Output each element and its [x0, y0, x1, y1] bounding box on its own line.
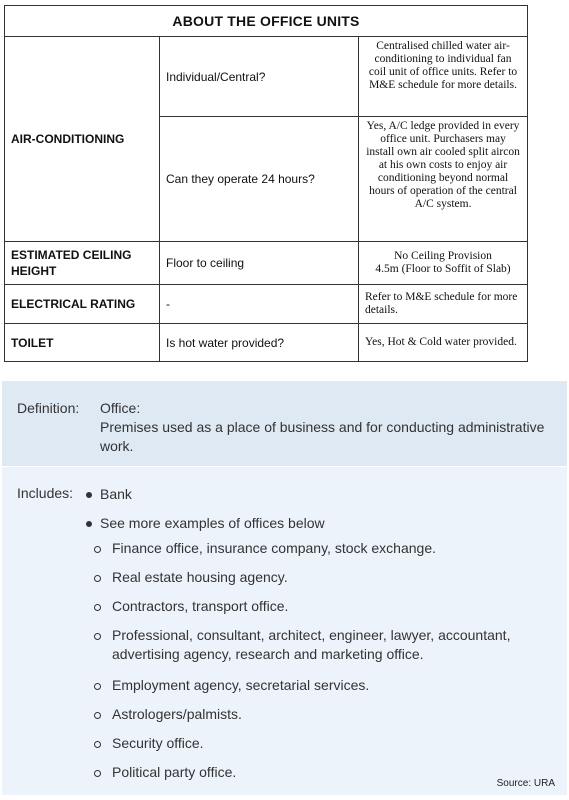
source-note: Source: URA: [496, 778, 555, 789]
sub-list-item-text: Finance office, insurance company, stock exchange.: [112, 540, 436, 556]
answer-electrical-rating: Refer to M&E schedule for more details.: [359, 285, 528, 324]
sub-list-item-text: Professional, consultant, architect, engineer, lawyer, accountant, advertising agency, research and marketing office.: [112, 627, 511, 662]
sub-list-item-text: Political party office.: [112, 764, 237, 780]
bullet-icon: [86, 492, 92, 498]
circle-bullet-icon: [94, 741, 101, 748]
circle-bullet-icon: [94, 633, 101, 640]
question-individual-central: Individual/Central?: [160, 37, 359, 117]
answer-ceiling-height: [359, 242, 528, 285]
circle-bullet-icon: [94, 770, 101, 777]
definition-text: Premises used as a place of business and for conducting administrative work.: [100, 419, 545, 454]
category-ceiling-height: ESTIMATED CEILING HEIGHT: [5, 242, 160, 285]
office-units-table: [4, 5, 528, 362]
question-floor-to-ceiling: Floor to ceiling: [160, 242, 359, 285]
answer-ceiling-line-2: 4.5m (Floor to Soffit of Slab): [375, 263, 511, 275]
answer-ceiling-line-1: No Ceiling Provision: [394, 250, 492, 262]
sub-list-item-text: Real estate housing agency.: [112, 569, 288, 585]
sub-list-item-text: Employment agency, secretarial services.: [112, 677, 370, 693]
definition-label: Definition:: [17, 400, 80, 416]
category-air-conditioning: AIR-CONDITIONING: [5, 37, 160, 242]
definition-panel: [2, 381, 567, 795]
answer-hot-water: Yes, Hot & Cold water provided.: [359, 324, 528, 362]
sub-list-item-text: Security office.: [112, 735, 204, 751]
category-toilet: TOILET: [5, 324, 160, 362]
definition-row: [2, 381, 567, 467]
sub-list-item-text: Contractors, transport office.: [112, 598, 289, 614]
circle-bullet-icon: [94, 546, 101, 553]
circle-bullet-icon: [94, 604, 101, 611]
list-item-text: Bank: [100, 486, 132, 502]
category-electrical-rating: ELECTRICAL RATING: [5, 285, 160, 324]
list-item-text: See more examples of offices below: [100, 515, 325, 531]
includes-label: Includes:: [17, 485, 74, 501]
bullet-icon: [86, 521, 92, 527]
table-title: ABOUT THE OFFICE UNITS: [5, 6, 528, 37]
definition-title: Office:: [100, 400, 141, 416]
circle-bullet-icon: [94, 683, 101, 690]
question-operate-24-hours: Can they operate 24 hours?: [160, 117, 359, 242]
sub-list-item-text: Astrologers/palmists.: [112, 706, 242, 722]
circle-bullet-icon: [94, 712, 101, 719]
answer-individual-central: Centralised chilled water air-conditioning to individual fan coil unit of office units. Refer to M&E schedule for more details.: [359, 37, 528, 117]
circle-bullet-icon: [94, 575, 101, 582]
answer-operate-24-hours: Yes, A/C ledge provided in every office unit. Purchasers may install own air cooled split aircon at his own costs to enjoy air conditioning beyond normal hours of operation of the central A/C system.: [359, 117, 528, 242]
question-hot-water: Is hot water provided?: [160, 324, 359, 362]
question-electrical-rating: -: [160, 285, 359, 324]
